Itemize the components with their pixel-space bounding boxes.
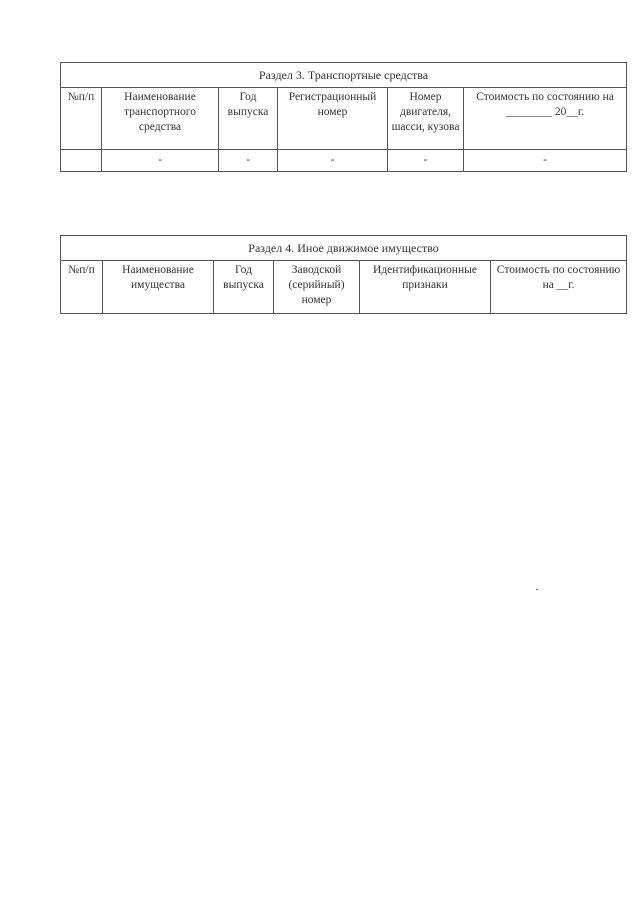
section-3-title: Раздел 3. Транспортные средства [61, 63, 627, 88]
table-cell: - [102, 150, 219, 172]
header-value: Стоимость по состоянию на __г. [491, 261, 627, 314]
table-cell: - [464, 150, 627, 172]
stray-mark [536, 589, 538, 590]
header-value: Стоимость по состоянию на ________ 20__г. [464, 88, 627, 150]
table-cell: - [278, 150, 388, 172]
section-4-table [60, 235, 627, 314]
header-number: №п/п [61, 261, 103, 314]
table-cell: - [388, 150, 464, 172]
header-property-name: Наименование имущества [103, 261, 214, 314]
header-registration-number: Регистрационный номер [278, 88, 388, 150]
table-cell: - [219, 150, 278, 172]
header-engine-chassis-body-number: Номер двигателя, шасси, кузова [388, 88, 464, 150]
header-year: Год выпуска [214, 261, 274, 314]
section-4-title: Раздел 4. Иное движимое имущество [61, 236, 627, 261]
header-number: №п/п [61, 88, 102, 150]
header-serial-number: Заводской (серийный) номер [274, 261, 360, 314]
header-vehicle-name: Наименование транспортного средства [102, 88, 219, 150]
header-year: Год выпуска [219, 88, 278, 150]
section-3-table [60, 62, 627, 172]
header-identification-features: Идентификационные признаки [360, 261, 491, 314]
table-cell [61, 150, 102, 172]
